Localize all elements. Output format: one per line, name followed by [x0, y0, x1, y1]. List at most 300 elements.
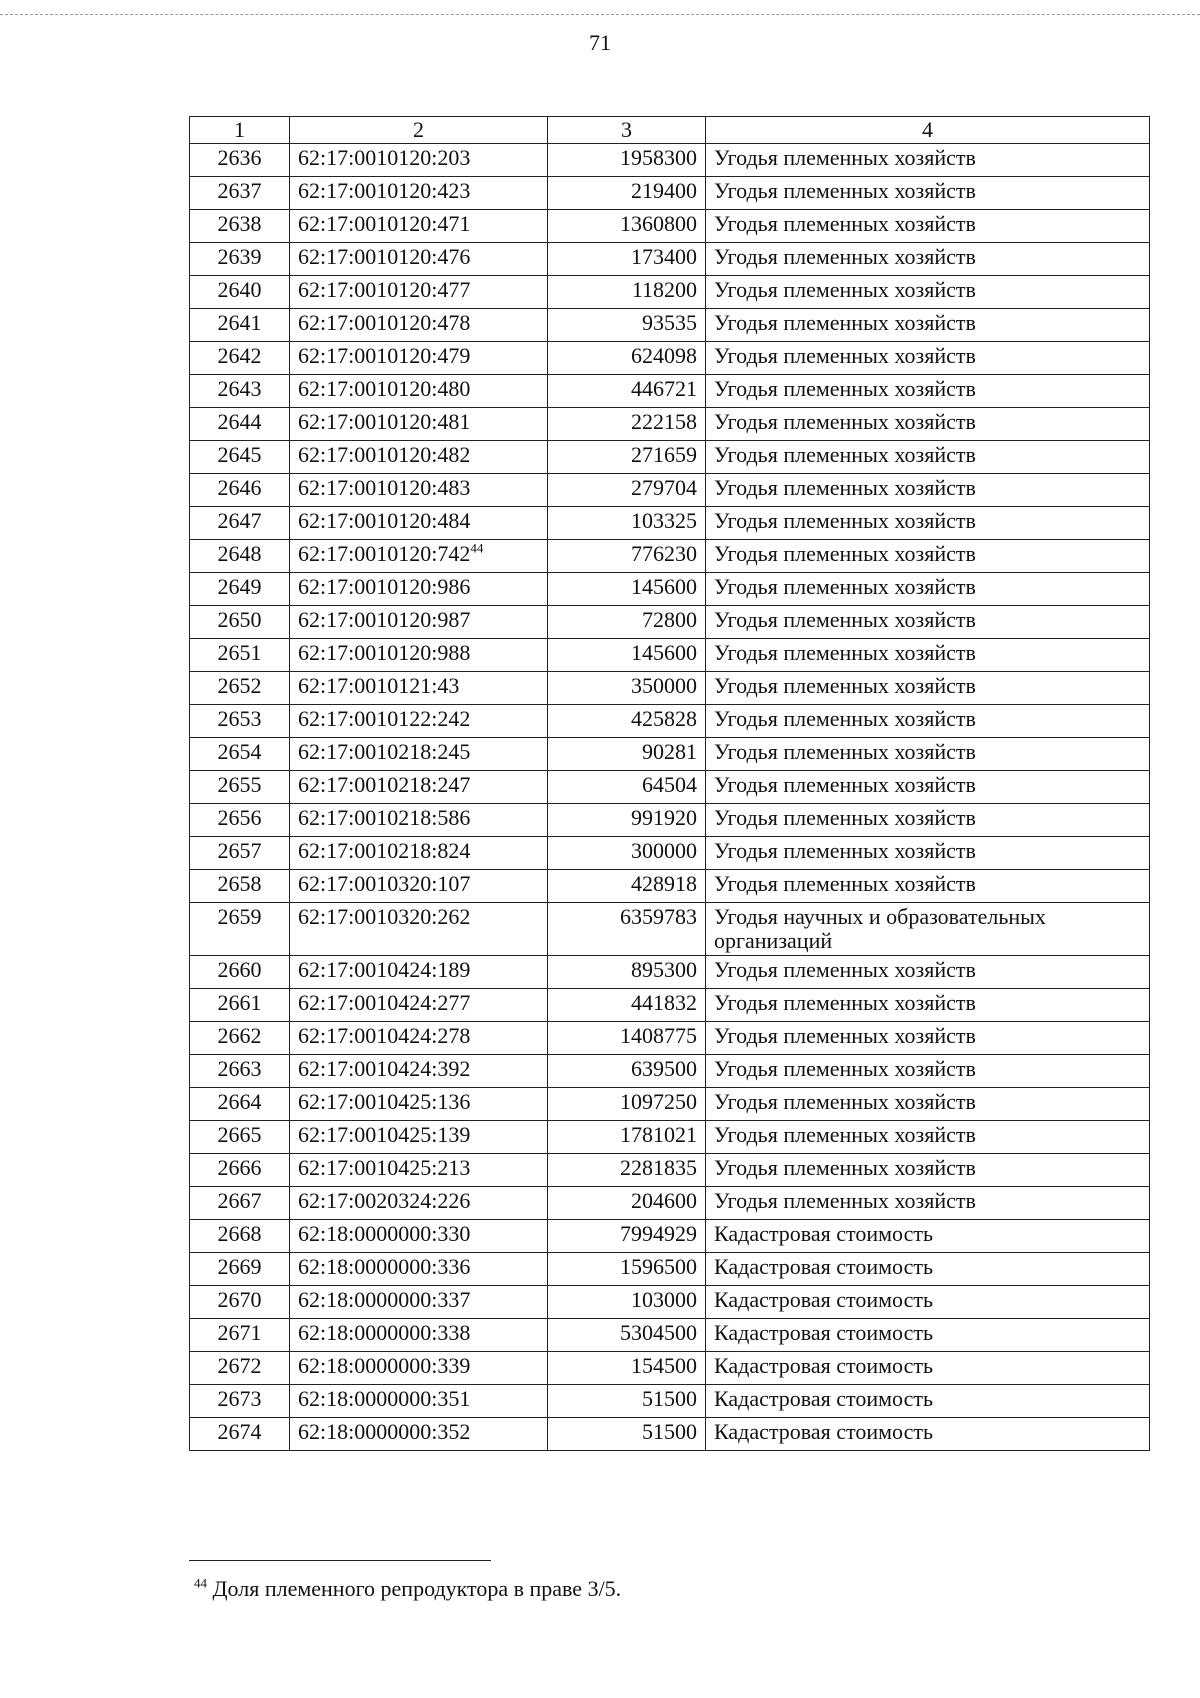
area-text: 173400: [631, 244, 697, 269]
land-category-cell: [706, 342, 1150, 375]
land-category-text: Угодья племенных хозяйств: [714, 739, 976, 764]
row-number-text: 2658: [217, 871, 262, 896]
row-number-cell: [190, 1385, 290, 1418]
cadastral-number-text: 62:17:0010120:482: [298, 442, 471, 467]
row-number-text: 2638: [217, 211, 262, 236]
cadastral-number-text: 62:17:0010120:423: [298, 178, 471, 203]
area-cell: [548, 573, 706, 606]
land-category-text: Угодья племенных хозяйств: [714, 409, 976, 434]
cadastral-number-text: 62:17:0020324:226: [298, 1188, 471, 1213]
scan-top-edge-line: [0, 14, 1200, 15]
land-category-cell: [706, 1022, 1150, 1055]
land-category-text: Угодья племенных хозяйств: [714, 508, 976, 533]
cadastral-number-cell: [290, 989, 548, 1022]
table-row: [190, 1418, 1150, 1451]
area-cell: [548, 989, 706, 1022]
land-category-text: Угодья племенных хозяйств: [714, 211, 976, 236]
area-cell: [548, 1022, 706, 1055]
area-text: 222158: [631, 409, 697, 434]
land-category-cell: [706, 1352, 1150, 1385]
cadastral-number-text: 62:17:0010120:483: [298, 475, 471, 500]
land-category-text: Угодья племенных хозяйств: [714, 1056, 976, 1081]
land-category-text: Угодья племенных хозяйств: [714, 838, 976, 863]
area-cell: [548, 1385, 706, 1418]
area-text: 271659: [631, 442, 697, 467]
cadastral-number-text: 62:17:0010424:277: [298, 990, 471, 1015]
land-category-text: Кадастровая стоимость: [714, 1254, 933, 1279]
cadastral-number-text: 62:18:0000000:338: [298, 1320, 471, 1345]
land-category-text: Угодья племенных хозяйств: [714, 805, 976, 830]
row-number-text: 2674: [217, 1419, 262, 1444]
row-number-text: 2671: [217, 1320, 262, 1345]
land-category-text: Кадастровая стоимость: [714, 1419, 933, 1444]
cadastral-number-cell: [290, 408, 548, 441]
land-category-text: Угодья научных и образовательных организаций: [714, 904, 1046, 953]
table-row: [190, 144, 1150, 177]
area-cell: [548, 309, 706, 342]
table-row: [190, 309, 1150, 342]
cadastral-number-cell: [290, 441, 548, 474]
table-row: [190, 1286, 1150, 1319]
table-row: [190, 738, 1150, 771]
row-number-cell: [190, 1286, 290, 1319]
cadastral-number-cell: [290, 1187, 548, 1220]
land-category-cell: [706, 177, 1150, 210]
row-number-cell: [190, 243, 290, 276]
area-cell: [548, 342, 706, 375]
row-number-cell: [190, 408, 290, 441]
land-category-cell: [706, 870, 1150, 903]
row-number-text: 2647: [217, 508, 262, 533]
area-cell: [548, 474, 706, 507]
area-text: 425828: [631, 706, 697, 731]
cadastral-number-cell: [290, 1286, 548, 1319]
row-number-text: 2652: [217, 673, 262, 698]
land-category-cell: [706, 1418, 1150, 1451]
row-number-text: 2663: [217, 1056, 262, 1081]
area-text: 90281: [642, 739, 697, 764]
area-cell: [548, 1418, 706, 1451]
table-row: [190, 1121, 1150, 1154]
area-cell: [548, 1286, 706, 1319]
cadastral-number-text: 62:17:0010425:136: [298, 1089, 471, 1114]
cadastral-number-cell: [290, 276, 548, 309]
land-category-cell: [706, 540, 1150, 573]
row-number-text: 2650: [217, 607, 262, 632]
table-row: [190, 1088, 1150, 1121]
cadastral-number-text: 62:17:0010120:987: [298, 607, 471, 632]
row-number-cell: [190, 1121, 290, 1154]
land-category-text: Кадастровая стоимость: [714, 1353, 933, 1378]
row-number-cell: [190, 177, 290, 210]
area-cell: [548, 639, 706, 672]
table-row: [190, 804, 1150, 837]
land-category-text: Кадастровая стоимость: [714, 1386, 933, 1411]
area-cell: [548, 144, 706, 177]
land-category-text: Угодья племенных хозяйств: [714, 442, 976, 467]
footnote-separator: [189, 1560, 491, 1561]
area-text: 279704: [631, 475, 697, 500]
row-number-text: 2648: [217, 541, 262, 566]
table-row: [190, 408, 1150, 441]
row-number-text: 2668: [217, 1221, 262, 1246]
cadastral-number-cell: [290, 573, 548, 606]
cadastral-number-text: 62:17:0010320:262: [298, 904, 471, 929]
cadastral-number-cell: [290, 1352, 548, 1385]
area-cell: [548, 1154, 706, 1187]
row-number-cell: [190, 540, 290, 573]
row-number-text: 2672: [217, 1353, 262, 1378]
area-text: 118200: [631, 277, 697, 302]
area-cell: [548, 177, 706, 210]
land-category-text: Угодья племенных хозяйств: [714, 957, 976, 982]
area-text: 1097250: [620, 1089, 697, 1114]
area-text: 1360800: [620, 211, 697, 236]
table-row: [190, 870, 1150, 903]
table-row: [190, 837, 1150, 870]
table-row: [190, 342, 1150, 375]
cadastral-number-cell: [290, 738, 548, 771]
area-text: 1781021: [620, 1122, 697, 1147]
land-category-text: Угодья племенных хозяйств: [714, 145, 976, 170]
cadastral-number-text: 62:17:0010120:477: [298, 277, 471, 302]
column-header-4: 4: [706, 117, 1150, 144]
land-category-cell: [706, 738, 1150, 771]
cadastral-number-cell: [290, 771, 548, 804]
row-number-cell: [190, 672, 290, 705]
cadastral-number-cell: [290, 1055, 548, 1088]
land-category-text: Угодья племенных хозяйств: [714, 871, 976, 896]
cadastral-number-cell: [290, 1022, 548, 1055]
row-number-text: 2642: [217, 343, 262, 368]
cadastral-number-cell: [290, 705, 548, 738]
row-number-cell: [190, 1253, 290, 1286]
area-text: 103325: [631, 508, 697, 533]
land-category-cell: [706, 1220, 1150, 1253]
table-row: [190, 1319, 1150, 1352]
cadastral-number-text: 62:17:0010120:986: [298, 574, 471, 599]
row-number-cell: [190, 1088, 290, 1121]
cadastral-number-cell: [290, 1253, 548, 1286]
row-number-cell: [190, 804, 290, 837]
row-number-text: 2667: [217, 1188, 262, 1213]
area-text: 639500: [631, 1056, 697, 1081]
table-row: [190, 1220, 1150, 1253]
table-row: [190, 1055, 1150, 1088]
row-number-text: 2673: [217, 1386, 262, 1411]
area-cell: [548, 903, 706, 956]
table-row: [190, 375, 1150, 408]
cadastral-number-cell: [290, 1220, 548, 1253]
row-number-text: 2664: [217, 1089, 262, 1114]
land-category-text: Угодья племенных хозяйств: [714, 1122, 976, 1147]
land-category-cell: [706, 1154, 1150, 1187]
row-number-cell: [190, 1418, 290, 1451]
area-cell: [548, 672, 706, 705]
table-row: [190, 1385, 1150, 1418]
row-number-cell: [190, 1220, 290, 1253]
land-category-text: Кадастровая стоимость: [714, 1221, 933, 1246]
cadastral-number-text: 62:17:0010120:988: [298, 640, 471, 665]
row-number-text: 2660: [217, 957, 262, 982]
row-number-text: 2659: [217, 904, 262, 929]
row-number-text: 2661: [217, 990, 262, 1015]
cadastral-number-cell: [290, 956, 548, 989]
area-text: 51500: [642, 1419, 697, 1444]
land-category-cell: [706, 1286, 1150, 1319]
land-category-text: Угодья племенных хозяйств: [714, 990, 976, 1015]
land-category-text: Угодья племенных хозяйств: [714, 343, 976, 368]
area-text: 204600: [631, 1188, 697, 1213]
land-category-text: Угодья племенных хозяйств: [714, 541, 976, 566]
area-cell: [548, 705, 706, 738]
cadastral-number-text: 62:17:0010120:478: [298, 310, 471, 335]
column-header-1: 1: [190, 117, 290, 144]
row-number-cell: [190, 1022, 290, 1055]
area-text: 154500: [631, 1353, 697, 1378]
land-category-cell: [706, 837, 1150, 870]
land-category-cell: [706, 989, 1150, 1022]
area-text: 145600: [631, 640, 697, 665]
row-number-text: 2662: [217, 1023, 262, 1048]
row-number-cell: [190, 870, 290, 903]
land-category-cell: [706, 144, 1150, 177]
land-category-cell: [706, 1121, 1150, 1154]
row-number-cell: [190, 276, 290, 309]
area-text: 6359783: [620, 904, 697, 929]
row-number-text: 2670: [217, 1287, 262, 1312]
land-category-text: Кадастровая стоимость: [714, 1320, 933, 1345]
row-number-cell: [190, 903, 290, 956]
cadastral-number-text: 62:18:0000000:351: [298, 1386, 471, 1411]
row-number-cell: [190, 441, 290, 474]
area-text: 5304500: [620, 1320, 697, 1345]
table-row: [190, 474, 1150, 507]
row-number-cell: [190, 1154, 290, 1187]
footnote: [194, 1576, 621, 1602]
area-cell: [548, 507, 706, 540]
cadastral-number-text: 62:17:0010425:213: [298, 1155, 471, 1180]
area-cell: [548, 1088, 706, 1121]
row-number-cell: [190, 705, 290, 738]
row-number-text: 2637: [217, 178, 262, 203]
area-cell: [548, 210, 706, 243]
cadastral-number-text: 62:18:0000000:339: [298, 1353, 471, 1378]
row-number-text: 2653: [217, 706, 262, 731]
row-number-text: 2649: [217, 574, 262, 599]
table-header: [190, 117, 1150, 144]
land-category-cell: [706, 408, 1150, 441]
area-cell: [548, 540, 706, 573]
cadastral-number-text: 62:17:0010424:278: [298, 1023, 471, 1048]
cadastral-number-text: 62:17:0010120:479: [298, 343, 471, 368]
table-row: [190, 771, 1150, 804]
table-row: [190, 507, 1150, 540]
table-row: [190, 1022, 1150, 1055]
land-category-cell: [706, 1187, 1150, 1220]
cadastral-number-text: 62:17:0010218:247: [298, 772, 471, 797]
area-text: 93535: [642, 310, 697, 335]
row-number-cell: [190, 956, 290, 989]
cadastral-number-cell: [290, 243, 548, 276]
cadastral-number-text: 62:17:0010120:476: [298, 244, 471, 269]
cadastral-number-text: 62:17:0010120:471: [298, 211, 471, 236]
land-category-cell: [706, 507, 1150, 540]
cadastral-number-cell: [290, 1088, 548, 1121]
cadastral-number-cell: [290, 342, 548, 375]
land-category-cell: [706, 672, 1150, 705]
row-number-cell: [190, 989, 290, 1022]
row-number-cell: [190, 1352, 290, 1385]
area-cell: [548, 606, 706, 639]
cadastral-number-cell: [290, 474, 548, 507]
land-category-cell: [706, 771, 1150, 804]
cadastral-number-cell: [290, 144, 548, 177]
cadastral-number-cell: [290, 1121, 548, 1154]
area-cell: [548, 1220, 706, 1253]
land-category-text: Угодья племенных хозяйств: [714, 310, 976, 335]
area-text: 145600: [631, 574, 697, 599]
cadastral-number-cell: [290, 1418, 548, 1451]
cadastral-number-text: 62:17:0010425:139: [298, 1122, 471, 1147]
row-number-text: 2644: [217, 409, 262, 434]
area-cell: [548, 375, 706, 408]
row-number-text: 2655: [217, 772, 262, 797]
area-text: 51500: [642, 1386, 697, 1411]
row-number-text: 2639: [217, 244, 262, 269]
area-cell: [548, 243, 706, 276]
land-category-text: Угодья племенных хозяйств: [714, 1188, 976, 1213]
cadastral-number-text: 62:17:0010120:484: [298, 508, 471, 533]
area-cell: [548, 441, 706, 474]
cadastral-number-cell: [290, 639, 548, 672]
cadastral-number-text: 62:18:0000000:336: [298, 1254, 471, 1279]
land-category-text: Угодья племенных хозяйств: [714, 706, 976, 731]
cadastral-number-cell: [290, 870, 548, 903]
land-category-text: Угодья племенных хозяйств: [714, 607, 976, 632]
cadastral-number-text: 62:17:0010120:480: [298, 376, 471, 401]
area-cell: [548, 738, 706, 771]
area-text: 446721: [631, 376, 697, 401]
land-category-cell: [706, 1253, 1150, 1286]
land-category-cell: [706, 956, 1150, 989]
area-cell: [548, 956, 706, 989]
row-number-cell: [190, 210, 290, 243]
row-number-text: 2669: [217, 1254, 262, 1279]
row-number-cell: [190, 1055, 290, 1088]
cadastral-number-cell: [290, 375, 548, 408]
land-category-cell: [706, 243, 1150, 276]
cadastral-number-text: 62:17:0010120:481: [298, 409, 471, 434]
cadastral-number-text: 62:17:0010424:392: [298, 1056, 471, 1081]
land-category-text: Угодья племенных хозяйств: [714, 277, 976, 302]
row-number-text: 2646: [217, 475, 262, 500]
table-header-row: [190, 117, 1150, 144]
land-category-cell: [706, 441, 1150, 474]
cadastral-number-text: 62:17:0010122:242: [298, 706, 471, 731]
table-row: [190, 441, 1150, 474]
land-category-text: Угодья племенных хозяйств: [714, 673, 976, 698]
cadastral-number-cell: [290, 309, 548, 342]
land-category-text: Кадастровая стоимость: [714, 1287, 933, 1312]
table-row: [190, 540, 1150, 573]
row-number-cell: [190, 606, 290, 639]
cadastral-number-cell: [290, 1154, 548, 1187]
area-cell: [548, 276, 706, 309]
area-text: 300000: [631, 838, 697, 863]
row-number-cell: [190, 144, 290, 177]
land-category-cell: [706, 276, 1150, 309]
table-row: [190, 177, 1150, 210]
row-number-cell: [190, 573, 290, 606]
area-cell: [548, 1121, 706, 1154]
cadastral-number-text: 62:17:0010121:43: [298, 673, 460, 698]
row-number-cell: [190, 1187, 290, 1220]
table-row: [190, 276, 1150, 309]
column-header-3: 3: [548, 117, 706, 144]
row-number-cell: [190, 639, 290, 672]
row-number-cell: [190, 837, 290, 870]
area-cell: [548, 1055, 706, 1088]
land-category-cell: [706, 573, 1150, 606]
area-text: 103000: [631, 1287, 697, 1312]
footnote-reference: 44: [470, 540, 484, 556]
cadastral-number-cell: [290, 1319, 548, 1352]
cadastral-number-cell: [290, 540, 548, 573]
footnote-mark: 44: [194, 1575, 207, 1591]
area-cell: [548, 870, 706, 903]
row-number-cell: [190, 309, 290, 342]
cadastral-number-text: 62:17:0010320:107: [298, 871, 471, 896]
area-text: 72800: [642, 607, 697, 632]
cadastral-number-cell: [290, 804, 548, 837]
area-text: 441832: [631, 990, 697, 1015]
page-number: 71: [589, 30, 611, 55]
land-category-cell: [706, 1088, 1150, 1121]
table-row: [190, 573, 1150, 606]
column-header-2: 2: [290, 117, 548, 144]
row-number-text: 2636: [217, 145, 262, 170]
row-number-text: 2641: [217, 310, 262, 335]
table-row: [190, 956, 1150, 989]
row-number-cell: [190, 507, 290, 540]
table-row: [190, 1187, 1150, 1220]
cadastral-number-text: 62:17:0010218:824: [298, 838, 471, 863]
area-text: 64504: [642, 772, 697, 797]
table-body: [190, 144, 1150, 1451]
area-text: 350000: [631, 673, 697, 698]
area-text: 624098: [631, 343, 697, 368]
area-text: 776230: [631, 541, 697, 566]
cadastral-number-cell: [290, 507, 548, 540]
row-number-text: 2657: [217, 838, 262, 863]
table-row: [190, 1253, 1150, 1286]
row-number-text: 2651: [217, 640, 262, 665]
table-row: [190, 1352, 1150, 1385]
cadastral-number-cell: [290, 210, 548, 243]
land-category-text: Угодья племенных хозяйств: [714, 244, 976, 269]
area-cell: [548, 1253, 706, 1286]
area-text: 7994929: [620, 1221, 697, 1246]
row-number-text: 2645: [217, 442, 262, 467]
land-category-text: Угодья племенных хозяйств: [714, 1155, 976, 1180]
table-row: [190, 705, 1150, 738]
table-row: [190, 606, 1150, 639]
land-category-cell: [706, 474, 1150, 507]
table-row: [190, 639, 1150, 672]
land-plots-table: [189, 116, 1150, 1451]
land-category-text: Угодья племенных хозяйств: [714, 574, 976, 599]
